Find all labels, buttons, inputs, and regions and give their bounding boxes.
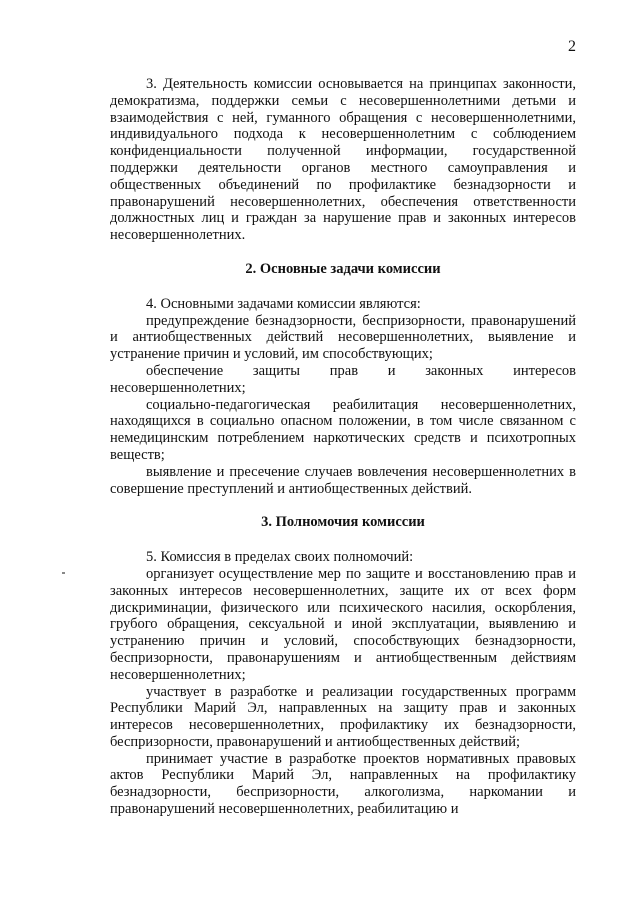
section-2-heading: 2. Основные задачи комиссии bbox=[245, 260, 441, 277]
task-item: выявление и пресечение случаев вовлечения несовершеннолетних в совершение преступлений и антиобщественных действий. bbox=[110, 463, 576, 497]
page-number: 2 bbox=[568, 38, 576, 55]
task-item: обеспечение защиты прав и законных интересов несовершеннолетних; bbox=[110, 362, 576, 396]
margin-mark bbox=[62, 572, 65, 574]
power-item: участвует в разработке и реализации государственных программ Республики Марий Эл, направленных на защиту прав и законных интересов несовершеннолетних, профилактику их безнадзорности, беспризорности, правонарушений и антиобщественных действий; bbox=[110, 683, 576, 750]
section-3-intro: 5. Комиссия в пределах своих полномочий: bbox=[146, 549, 414, 566]
power-item: организует осуществление мер по защите и восстановлению прав и законных интересов несовершеннолетних, защите их от всех форм дискриминации, физического или психического насилия, оскорбления, грубого обращения, сексуальной и иной эксплуатации, выявлению и устранению причин и условий, способствующих безнадзорности, беспризорности, правонарушениям и антиобщественным действиям несовершеннолетних; bbox=[110, 565, 576, 683]
task-item: социально-педагогическая реабилитация несовершеннолетних, находящихся в социально опасном положении, в том числе связанном с немедицинским потреблением наркотических средств и психотропных веществ; bbox=[110, 396, 576, 463]
section-3-heading: 3. Полномочия комиссии bbox=[261, 514, 425, 531]
document-body bbox=[110, 76, 576, 818]
task-item: предупреждение безнадзорности, беспризорности, правонарушений и антиобщественных действий несовершеннолетних, выявление и устранение причин и условий, им способствующих; bbox=[110, 312, 576, 363]
section-2-intro: 4. Основными задачами комиссии являются: bbox=[146, 295, 421, 312]
power-item: принимает участие в разработке проектов нормативных правовых актов Республики Марий Эл, направленных на профилактику безнадзорности, беспризорности, алкоголизма, наркомании и правонарушений несовершеннолетних, реабилитацию и bbox=[110, 750, 576, 818]
clause-3-paragraph: 3. Деятельность комиссии основывается на принципах законности, демократизма, поддержки семьи с несовершеннолетними детьми и взаимодействия с ней, гуманного обращения с несовершеннолетними, индивидуального подхода к несовершеннолетним с соблюдением конфиденциальности полученной информации, государственной поддержки деятельности органов местного самоуправления и общественных объединений по профилактике безнадзорности и правонарушений несовершеннолетних, обеспечения ответственности должностных лиц и граждан за нарушение прав и законных интересов несовершеннолетних. bbox=[110, 76, 576, 244]
